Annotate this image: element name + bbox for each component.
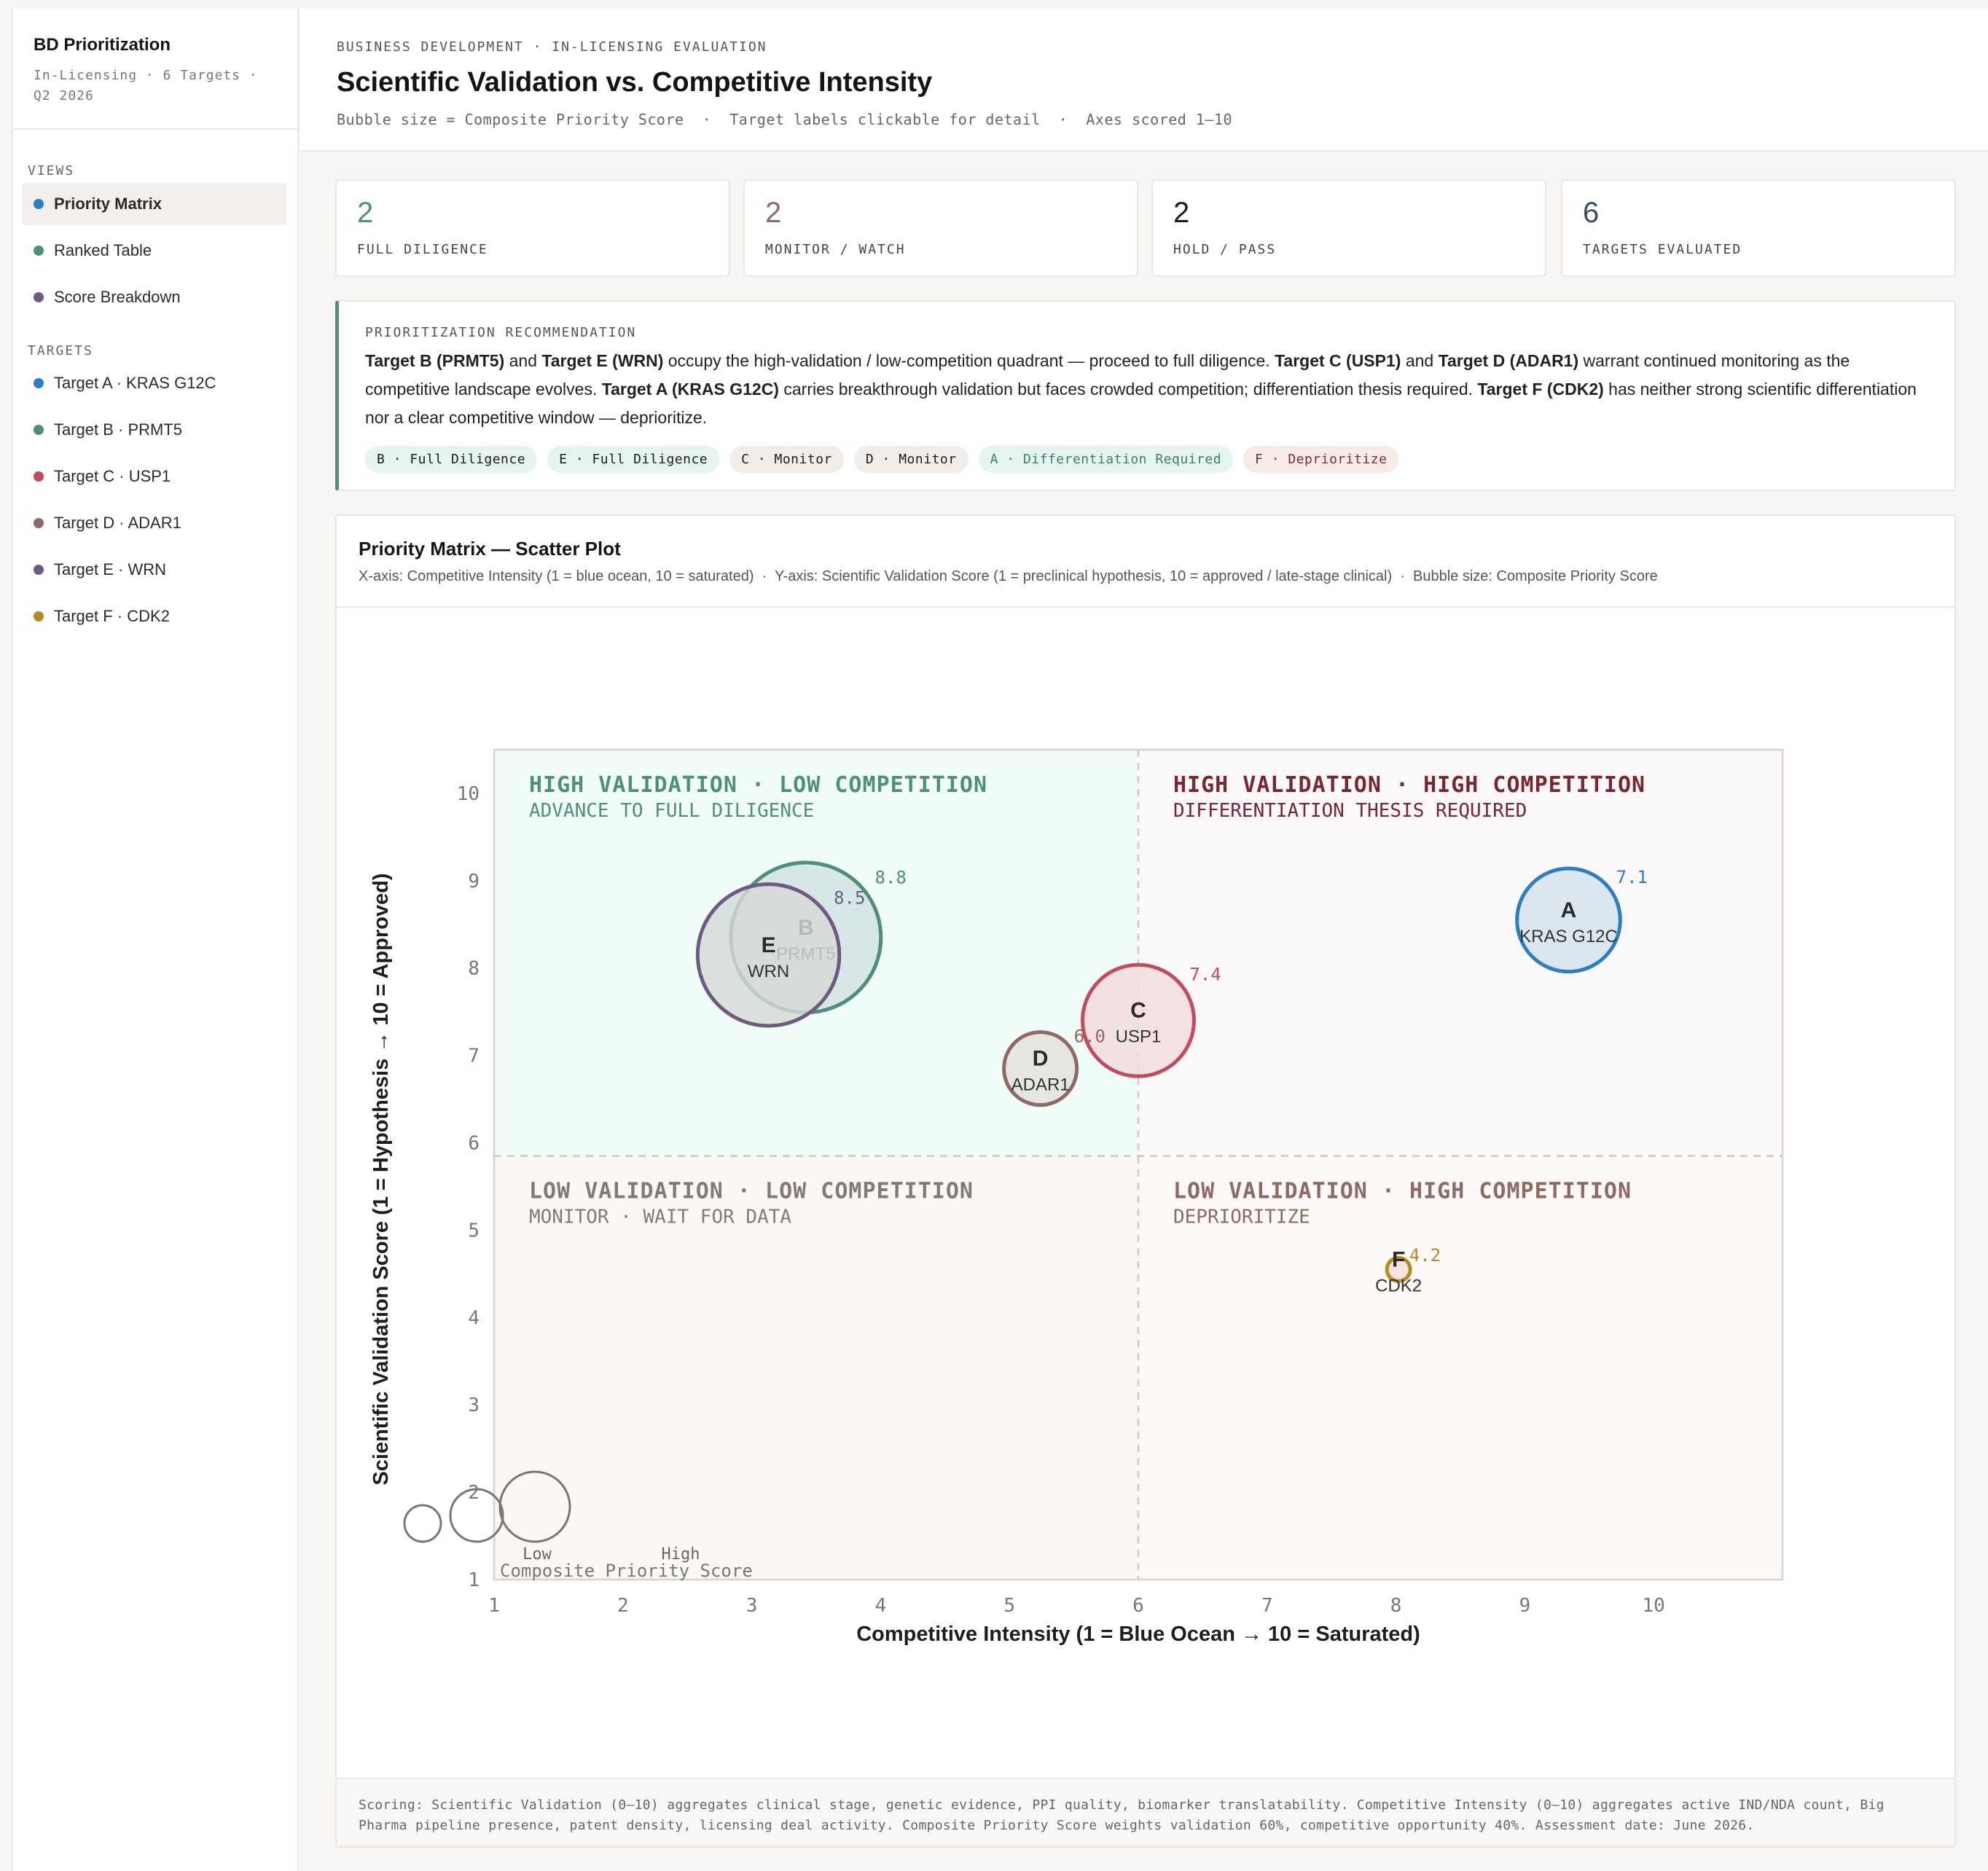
recommendation-fragment: warrant continued monitoring as the competitive landscape evolves. bbox=[365, 351, 1850, 399]
quadrant-subtitle: DIFFERENTIATION THESIS REQUIRED bbox=[1173, 800, 1527, 822]
quadrant-subtitle: MONITOR · WAIT FOR DATA bbox=[529, 1206, 792, 1228]
recommendation-fragment: occupy the high-validation / low-competition quadrant — proceed to full diligence. bbox=[663, 351, 1275, 370]
page-title: Scientific Validation vs. Competitive Intensity bbox=[337, 67, 933, 98]
stat-label: HOLD / PASS bbox=[1173, 242, 1277, 257]
x-tick-label: 5 bbox=[1003, 1595, 1016, 1617]
sidebar-item-target-d-adar1[interactable] bbox=[22, 501, 287, 545]
bubble-name-label: KRAS G12C bbox=[1519, 926, 1618, 946]
x-tick-label: 9 bbox=[1519, 1595, 1531, 1617]
target-reference: Target A (KRAS G12C) bbox=[601, 380, 779, 399]
y-tick-label: 2 bbox=[468, 1482, 480, 1505]
recommendation-fragment: and bbox=[1401, 351, 1439, 370]
status-chip[interactable]: D · Monitor bbox=[854, 446, 968, 473]
target-reference: Target B (PRMT5) bbox=[365, 351, 505, 370]
bubble-id-label: C bbox=[1130, 998, 1146, 1023]
target-reference: Target D (ADAR1) bbox=[1438, 351, 1579, 370]
bubble-score-label: 4.2 bbox=[1409, 1244, 1441, 1266]
y-tick-label: 3 bbox=[468, 1395, 480, 1417]
color-dot-icon bbox=[34, 425, 44, 435]
sidebar-item-label: Priority Matrix bbox=[54, 195, 162, 213]
app-title: BD Prioritization bbox=[34, 35, 171, 55]
color-dot-icon bbox=[34, 471, 44, 482]
bubble-id-label: F bbox=[1391, 1247, 1406, 1272]
y-axis-label: Scientific Validation Score (1 = Hypothesis → 10 = Approved) bbox=[369, 873, 393, 1486]
views-heading: VIEWS bbox=[28, 163, 75, 179]
stat-value: 2 bbox=[1173, 197, 1190, 229]
stat-label: TARGETS EVALUATED bbox=[1583, 242, 1742, 257]
color-dot-icon bbox=[34, 378, 44, 388]
chart-card-subtitle: X-axis: Competitive Intensity (1 = blue ocean, 10 = saturated) · Y-axis: Scientific Validation Score (1 = preclinical hypothesis, 10 = approved / late-stage clinical) · Bubble size: Composite Priority Score bbox=[359, 568, 1658, 584]
bubble-id-label: E bbox=[761, 933, 776, 957]
scoring-footnote: Scoring: Scientific Validation (0–10) aggregates clinical stage, genetic evidence, PPI quality, biomarker translatability. Competitive Intensity (0–10) aggregates active IND/NDA count, Big Pharma pipeline presence, patent density, licensing deal activity. Composite Priority Score weights validation 60%, competitive opportunity 40%. Assessment date: June 2026. bbox=[337, 1778, 1954, 1848]
recommendation-chips bbox=[365, 446, 1398, 473]
sidebar-item-label: Ranked Table bbox=[54, 241, 152, 259]
sidebar-item-target-c-usp1[interactable] bbox=[22, 455, 287, 498]
stat-value: 2 bbox=[765, 197, 782, 229]
size-legend-caption: Composite Priority Score bbox=[500, 1561, 753, 1581]
sidebar-header bbox=[13, 9, 297, 130]
stat-label: MONITOR / WATCH bbox=[765, 242, 906, 257]
stat-card-evaluated bbox=[1561, 179, 1956, 277]
x-tick-label: 6 bbox=[1132, 1595, 1144, 1617]
y-tick-label: 10 bbox=[456, 782, 480, 805]
status-chip[interactable]: F · Deprioritize bbox=[1243, 446, 1398, 473]
recommendation-fragment: has neither strong scientific differentiation nor a clear competitive window — deprioritize. bbox=[365, 380, 1917, 427]
sidebar-item-score-breakdown[interactable] bbox=[22, 276, 287, 318]
quadrant-title: HIGH VALIDATION · LOW COMPETITION bbox=[529, 772, 988, 798]
y-tick-label: 6 bbox=[468, 1132, 480, 1155]
y-tick-label: 9 bbox=[468, 870, 480, 893]
status-chip[interactable]: B · Full Diligence bbox=[365, 446, 537, 473]
quadrant-title: HIGH VALIDATION · HIGH COMPETITION bbox=[1173, 772, 1646, 798]
x-tick-label: 1 bbox=[488, 1595, 500, 1617]
color-dot-icon bbox=[34, 246, 44, 256]
sidebar-item-target-a-kras-g12c[interactable] bbox=[22, 361, 287, 405]
recommendation-fragment: carries breakthrough validation but faces crowded competition; differentiation thesis required. bbox=[778, 380, 1478, 399]
targets-heading: TARGETS bbox=[28, 343, 93, 358]
quadrant-title: LOW VALIDATION · LOW COMPETITION bbox=[529, 1178, 974, 1204]
sidebar-item-label: Score Breakdown bbox=[54, 288, 181, 306]
status-chip[interactable]: E · Full Diligence bbox=[547, 446, 719, 473]
stat-label: FULL DILIGENCE bbox=[357, 242, 488, 257]
x-tick-label: 8 bbox=[1390, 1595, 1402, 1617]
bubble-score-label: 8.8 bbox=[874, 867, 907, 888]
bubble-name-label: CDK2 bbox=[1375, 1276, 1422, 1296]
app-subtitle: In-Licensing · 6 Targets · Q2 2026 bbox=[34, 68, 258, 103]
priority-matrix-card bbox=[335, 514, 1956, 1848]
page-subtitle: Bubble size = Composite Priority Score · Target labels clickable for detail · Axes scored 1–10 bbox=[337, 111, 1233, 128]
sidebar bbox=[12, 9, 299, 1871]
bubble-id-label: D bbox=[1032, 1046, 1049, 1071]
target-reference: Target E (WRN) bbox=[541, 351, 664, 370]
bubble-name-label: WRN bbox=[747, 961, 790, 981]
color-dot-icon bbox=[34, 565, 44, 575]
target-reference: Target F (CDK2) bbox=[1477, 380, 1604, 399]
sidebar-item-label: Target D · ADAR1 bbox=[54, 514, 181, 532]
stat-card-full-diligence bbox=[335, 179, 730, 277]
stat-value: 2 bbox=[357, 197, 374, 229]
views-list bbox=[13, 183, 297, 318]
color-dot-icon bbox=[34, 292, 44, 302]
y-tick-label: 5 bbox=[468, 1220, 480, 1242]
bubble-score-label: 8.5 bbox=[834, 887, 866, 909]
stat-card-hold bbox=[1151, 179, 1546, 277]
recommendation-fragment: and bbox=[504, 351, 542, 370]
x-tick-label: 3 bbox=[746, 1595, 758, 1617]
target-reference: Target C (USP1) bbox=[1275, 351, 1401, 370]
recommendation-eyebrow: PRIORITIZATION RECOMMENDATION bbox=[365, 325, 637, 340]
quadrant-subtitle: DEPRIORITIZE bbox=[1173, 1206, 1310, 1228]
bubble-score-label: 7.4 bbox=[1189, 964, 1221, 985]
recommendation-text bbox=[365, 347, 1932, 432]
sidebar-item-target-f-cdk2[interactable] bbox=[22, 595, 287, 638]
size-legend-high: High bbox=[661, 1545, 700, 1564]
y-tick-label: 8 bbox=[468, 957, 480, 980]
stat-value: 6 bbox=[1583, 197, 1600, 229]
y-tick-label: 4 bbox=[468, 1307, 480, 1330]
size-legend-low: Low bbox=[523, 1545, 552, 1564]
sidebar-item-label: Target F · CDK2 bbox=[54, 607, 170, 625]
x-tick-label: 4 bbox=[874, 1595, 887, 1617]
sidebar-item-target-b-prmt5[interactable] bbox=[22, 408, 287, 452]
bubble-name-label: ADAR1 bbox=[1011, 1075, 1070, 1095]
quadrant-subtitle: ADVANCE TO FULL DILIGENCE bbox=[529, 800, 815, 822]
y-tick-label: 1 bbox=[468, 1569, 480, 1591]
size-legend-circle bbox=[404, 1505, 441, 1542]
x-tick-label: 2 bbox=[617, 1595, 629, 1617]
x-axis-label: Competitive Intensity (1 = Blue Ocean → 10 = Saturated) bbox=[856, 1623, 1420, 1646]
sidebar-item-label: Target A · KRAS G12C bbox=[54, 374, 216, 392]
sidebar-item-target-e-wrn[interactable] bbox=[22, 548, 287, 592]
scatter-chart bbox=[337, 608, 1956, 1773]
color-dot-icon bbox=[34, 611, 44, 621]
sidebar-item-priority-matrix[interactable] bbox=[22, 183, 287, 225]
x-tick-label: 10 bbox=[1642, 1595, 1665, 1617]
recommendation-panel bbox=[335, 300, 1956, 491]
color-dot-icon bbox=[34, 199, 44, 209]
status-chip[interactable]: A · Differentiation Required bbox=[979, 446, 1233, 473]
page-eyebrow: BUSINESS DEVELOPMENT · IN-LICENSING EVALUATION bbox=[337, 39, 767, 55]
bubble-score-label: 6.0 bbox=[1073, 1026, 1106, 1047]
targets-list bbox=[13, 361, 297, 638]
y-tick-label: 7 bbox=[468, 1045, 480, 1067]
stat-card-monitor bbox=[743, 179, 1138, 277]
quadrant-title: LOW VALIDATION · HIGH COMPETITION bbox=[1173, 1178, 1632, 1204]
sidebar-item-label: Target C · USP1 bbox=[54, 467, 171, 485]
sidebar-item-ranked-table[interactable] bbox=[22, 230, 287, 272]
chart-card-title: Priority Matrix — Scatter Plot bbox=[359, 538, 621, 560]
color-dot-icon bbox=[34, 518, 44, 528]
sidebar-item-label: Target B · PRMT5 bbox=[54, 420, 183, 439]
bubble-name-label: USP1 bbox=[1115, 1027, 1162, 1047]
sidebar-item-label: Target E · WRN bbox=[54, 560, 167, 578]
page-header bbox=[300, 9, 1988, 152]
status-chip[interactable]: C · Monitor bbox=[729, 446, 844, 473]
bubble-score-label: 7.1 bbox=[1616, 866, 1648, 887]
bubble-id-label: A bbox=[1560, 898, 1577, 922]
x-tick-label: 7 bbox=[1261, 1595, 1273, 1617]
